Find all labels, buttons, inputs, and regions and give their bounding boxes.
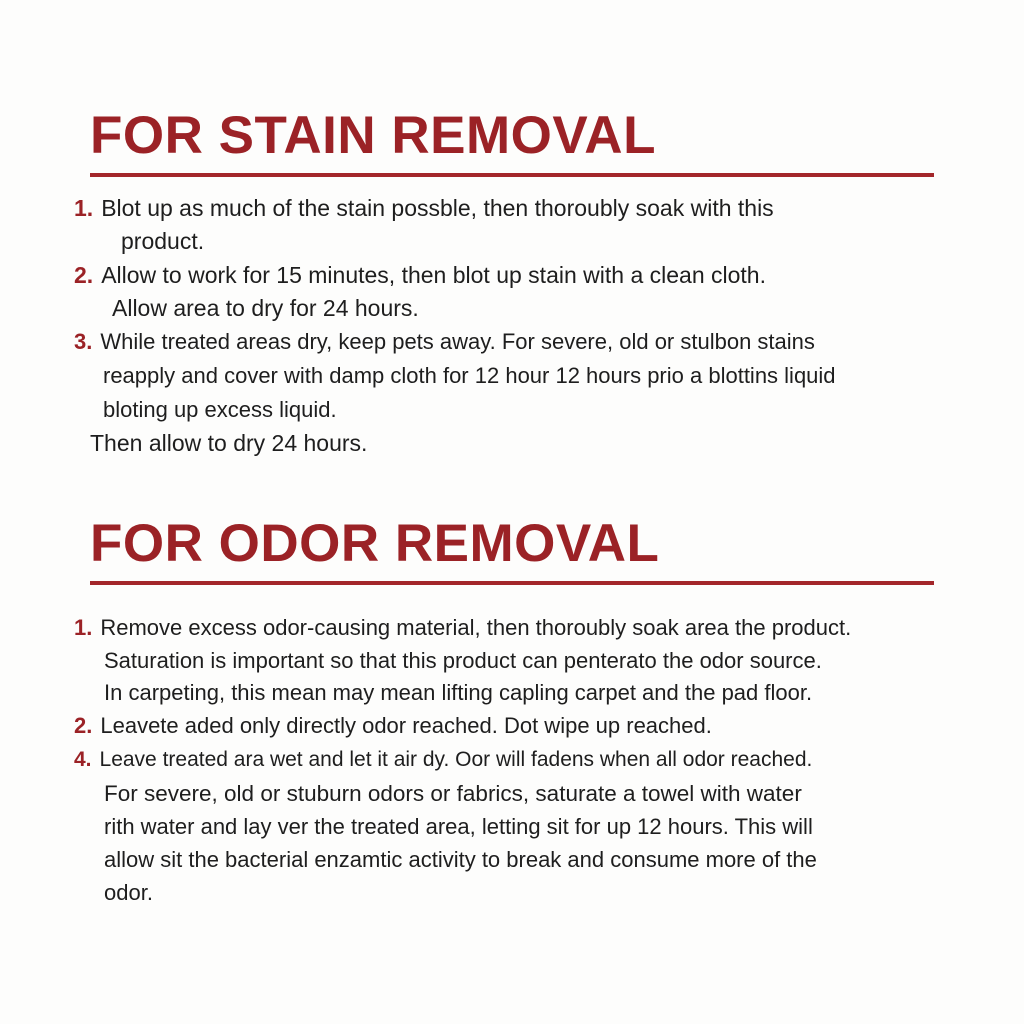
odor-step-1-text: Remove excess odor-causing material, then thoroubly soak area the product. xyxy=(100,615,852,640)
stain-step-1-text: Blot up as much of the stain possble, then thoroubly soak with this xyxy=(101,195,774,221)
odor-step-1-continuation-a: Saturation is important so that this product can penterato the odor source. xyxy=(104,648,822,673)
odor-title-divider xyxy=(90,581,934,585)
odor-step-1-continuation-b: In carpeting, this mean may mean lifting capling carpet and the pad floor. xyxy=(104,680,813,705)
stain-title-divider xyxy=(90,173,934,177)
odor-step-2-text: Leavete aded only directly odor reached. Dot wipe up reached. xyxy=(100,713,712,738)
stain-step-3-text: While treated areas dry, keep pets away. For severe, old or stulbon stains xyxy=(100,329,815,354)
odor-step-4-continuation-c: allow sit the bacterial enzamtic activity to break and consume more of the xyxy=(104,847,817,872)
odor-step-1 xyxy=(74,613,851,643)
odor-step-2 xyxy=(74,711,712,741)
stain-section-title: FOR STAIN REMOVAL xyxy=(90,106,656,165)
stain-step-2-text: Allow to work for 15 minutes, then blot up stain with a clean cloth. xyxy=(101,262,766,288)
stain-step-1-number: 1. xyxy=(74,195,94,221)
stain-step-3 xyxy=(74,327,815,357)
odor-step-4-continuation-d: odor. xyxy=(104,880,153,905)
odor-step-4-continuation-b: rith water and lay ver the treated area, letting sit for up 12 hours. This will xyxy=(104,814,813,839)
stain-step-3-number: 3. xyxy=(74,329,93,354)
stain-step-1-continuation: product. xyxy=(121,228,205,254)
stain-step-3-continuation-a: reapply and cover with damp cloth for 12 hour 12 hours prio a blottins liquid xyxy=(103,363,836,388)
stain-closing-note: Then allow to dry 24 hours. xyxy=(90,430,368,456)
odor-step-1-number: 1. xyxy=(74,615,93,640)
odor-step-4-number: 4. xyxy=(74,748,92,771)
odor-step-4-continuation-a: For severe, old or stuburn odors or fabrics, saturate a towel with water xyxy=(104,781,802,806)
stain-step-1 xyxy=(74,193,774,223)
odor-step-4-text: Leave treated ara wet and let it air dy. Oor will fadens when all odor reached. xyxy=(99,748,813,771)
odor-step-4 xyxy=(74,745,812,775)
stain-step-3-continuation-b: bloting up excess liquid. xyxy=(103,397,337,422)
odor-section-title: FOR ODOR REMOVAL xyxy=(90,514,660,573)
odor-step-2-number: 2. xyxy=(74,713,93,738)
stain-step-2 xyxy=(74,260,766,290)
stain-step-2-number: 2. xyxy=(74,262,94,288)
stain-step-2-continuation: Allow area to dry for 24 hours. xyxy=(112,295,419,321)
